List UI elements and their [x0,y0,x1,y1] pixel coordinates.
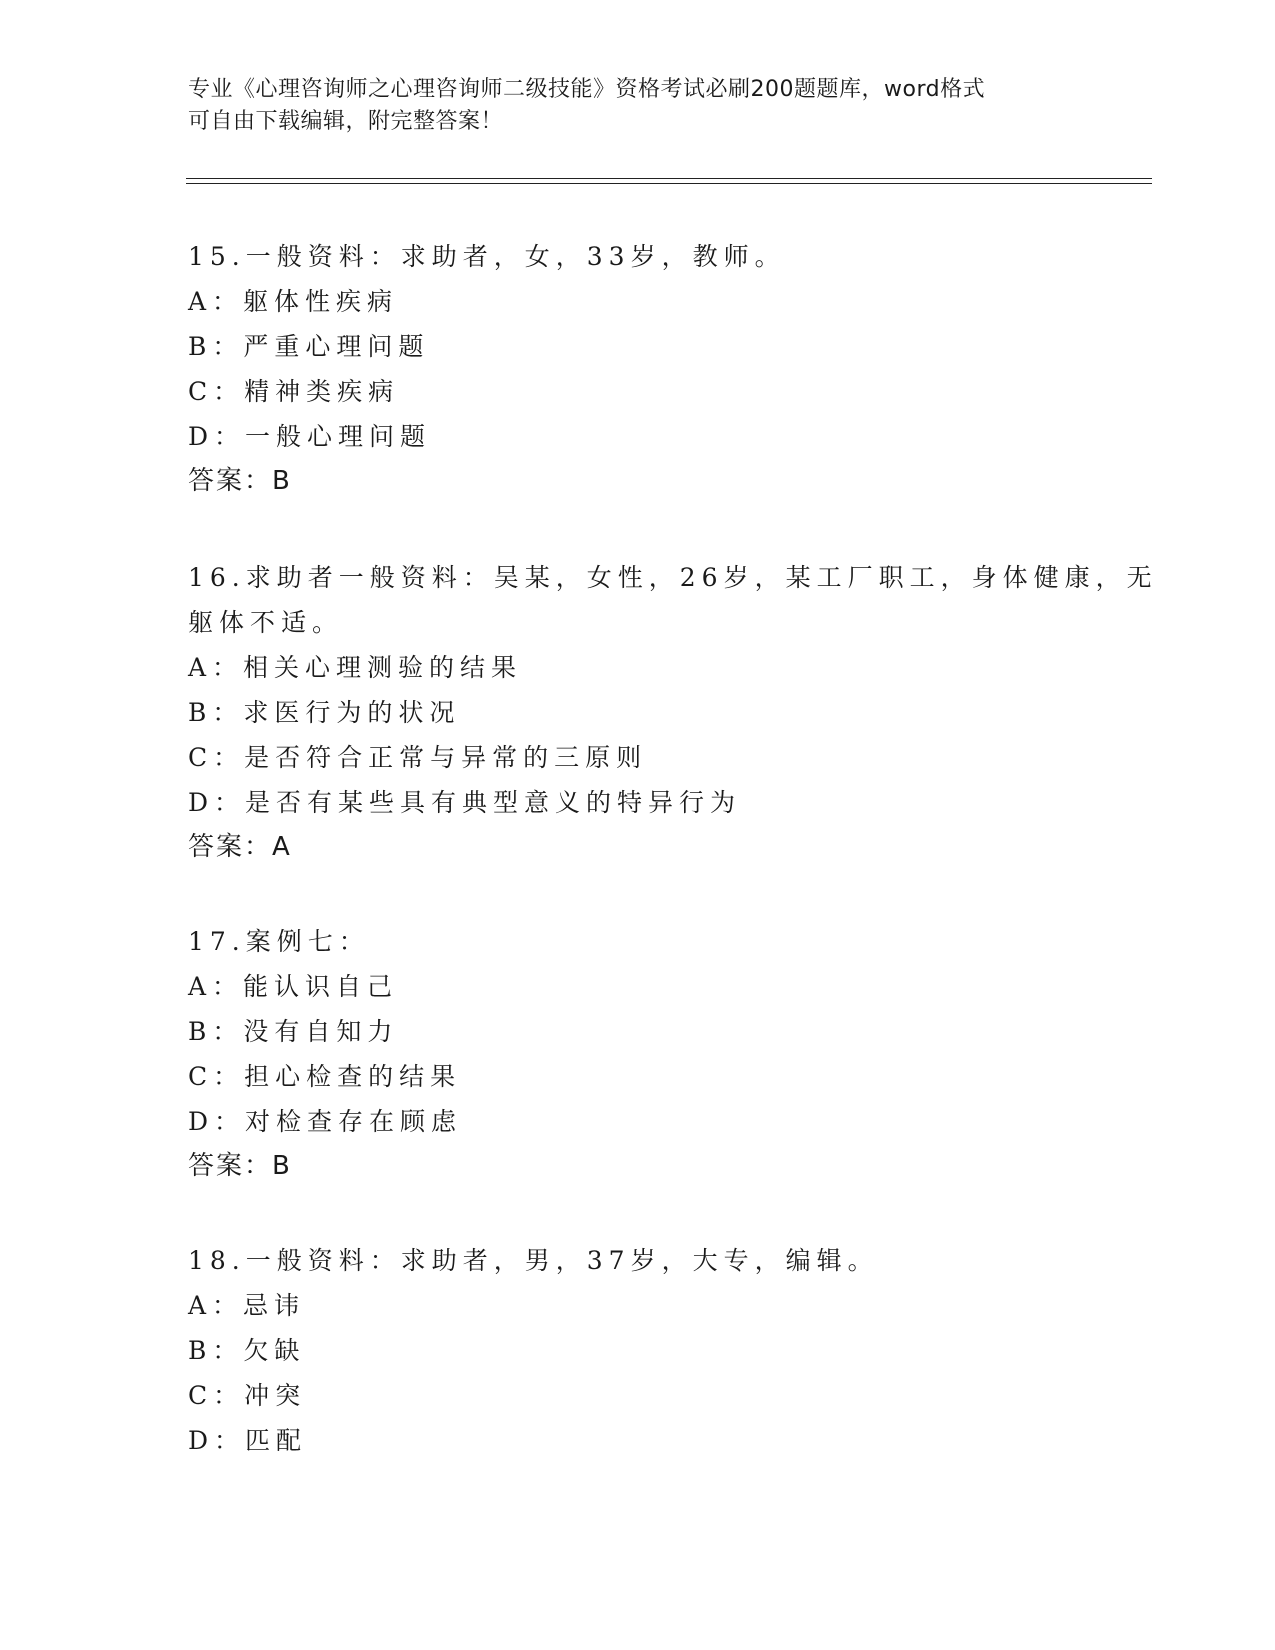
option-d: D：一般心理问题 [188,422,432,451]
question-stem: 15.一般资料：求助者，女，33岁，教师。 [188,242,786,271]
option-d: D：是否有某些具有典型意义的特异行为 [188,788,742,817]
option-b: B：严重心理问题 [188,332,430,361]
question-17 [188,919,1088,1189]
option-d: D：对检查存在顾虑 [188,1107,463,1136]
answer: 答案：A [188,832,292,862]
option-b: B：欠缺 [188,1336,306,1365]
option-c: C：是否符合正常与异常的三原则 [188,743,648,772]
question-16 [188,555,1158,870]
header-divider-bottom [186,183,1152,184]
question-stem: 16.求助者一般资料：吴某，女性，26岁，某工厂职工，身体健康，无 [188,563,1158,592]
question-15 [188,234,1088,504]
option-c: C：精神类疾病 [188,377,400,406]
option-d: D：匹配 [188,1426,308,1455]
option-a: A：能认识自己 [188,972,399,1001]
option-c: C：担心检查的结果 [188,1062,462,1091]
option-a: A：忌讳 [188,1291,306,1320]
question-stem-continued: 躯体不适。 [188,608,344,637]
option-c: C：冲突 [188,1381,307,1410]
option-b: B：没有自知力 [188,1017,399,1046]
option-a: A：相关心理测验的结果 [188,653,523,682]
option-b: B：求医行为的状况 [188,698,461,727]
document-header [188,74,1088,138]
header-line-2: 可自由下载编辑，附完整答案！ [188,109,504,134]
answer: 答案：B [188,466,292,496]
question-stem: 17.案例七： [188,927,370,956]
answer: 答案：B [188,1151,292,1181]
question-18 [188,1238,1088,1463]
option-a: A：躯体性疾病 [188,287,399,316]
header-line-1: 专业《心理咨询师之心理咨询师二级技能》资格考试必刷200题题库，word格式 [188,77,986,102]
question-stem: 18.一般资料：求助者，男，37岁，大专，编辑。 [188,1246,879,1275]
header-divider-top [186,178,1152,179]
